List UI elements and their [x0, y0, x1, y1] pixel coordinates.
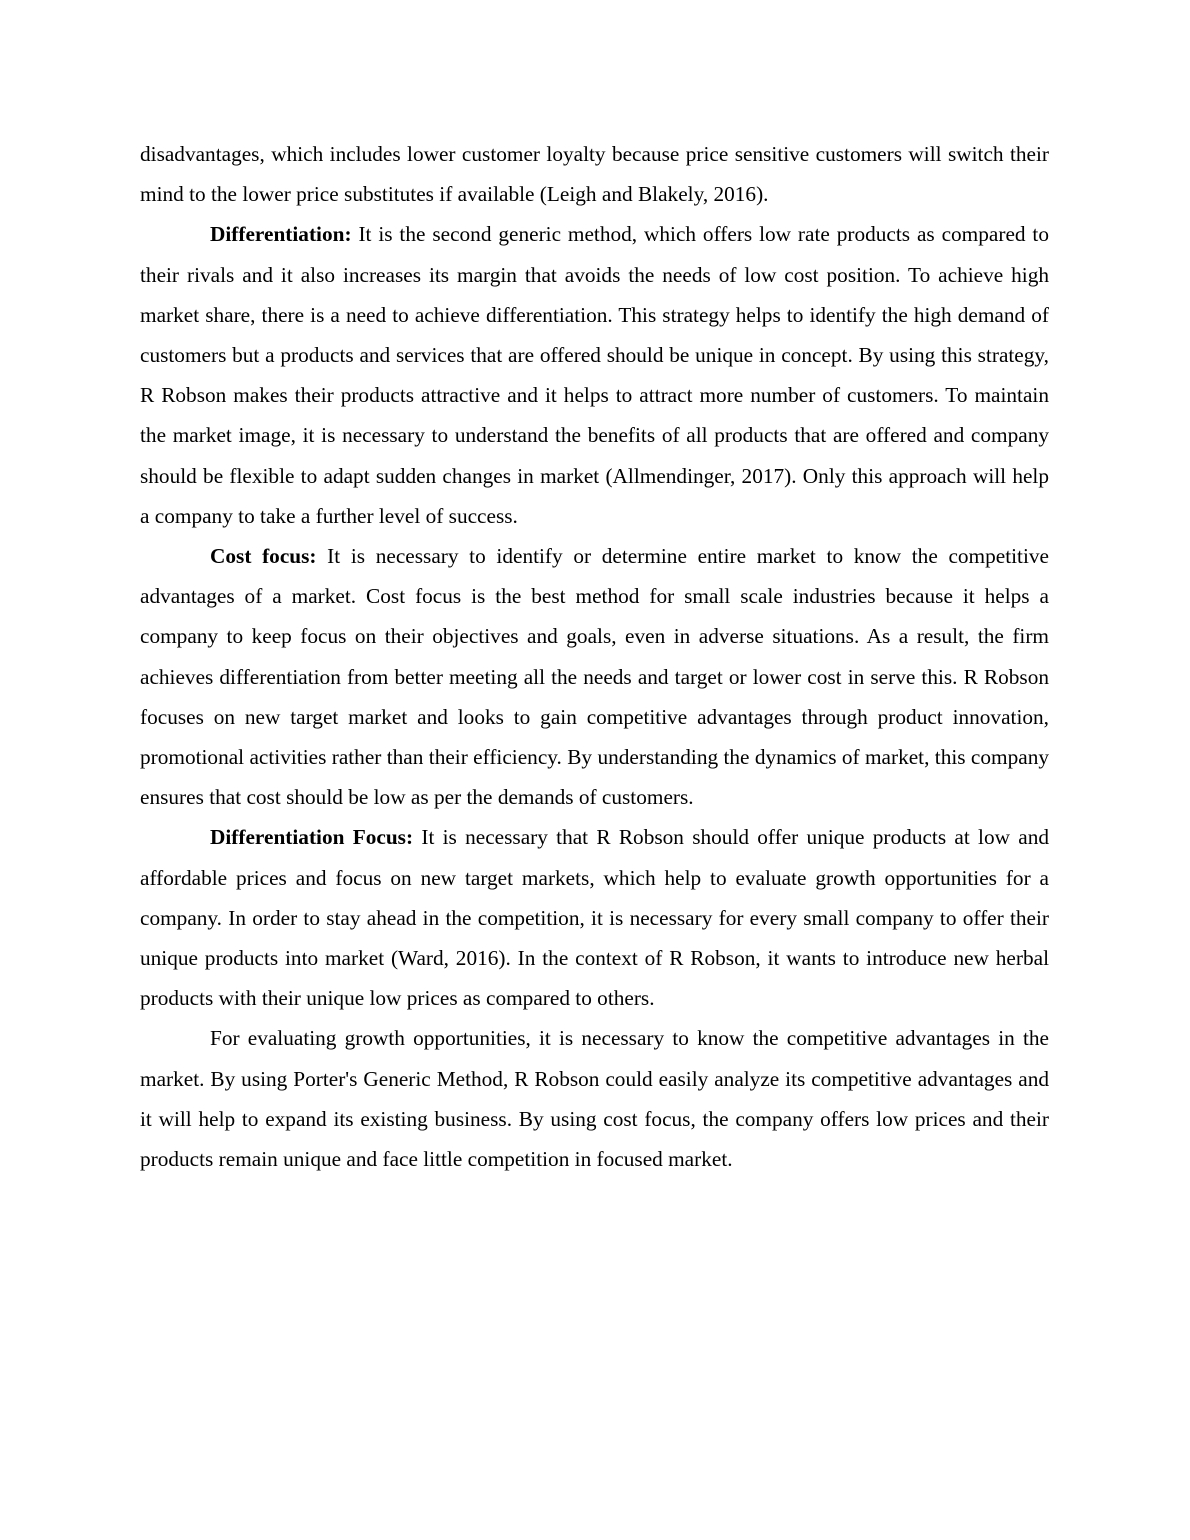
paragraph-text: disadvantages, which includes lower customer loyalty because price sensitive customers will switch their mind to the lower price substitutes if available (Leigh and Blakely, 2016). — [140, 142, 1049, 207]
paragraph-text: It is necessary that R Robson should offer unique products at low and affordable prices and focus on new target markets, which help to evaluate growth opportunities for a company. In order to stay ahead in the competition, it is necessary for every small company to offer their unique products into market (Ward, 2016). In the context of R Robson, it wants to introduce new herbal products with their unique low prices as compared to others. — [140, 825, 1050, 1011]
paragraph-heading: Cost focus: — [210, 544, 317, 569]
paragraph-differentiation-focus — [140, 817, 1049, 1018]
paragraph-heading: Differentiation: — [210, 222, 352, 247]
paragraph-cost-leadership-continuation — [140, 134, 1049, 214]
paragraph-text: It is the second generic method, which offers low rate products as compared to their rivals and it also increases its margin that avoids the needs of low cost position. To achieve high market share, there is a need to achieve differentiation. This strategy helps to identify the high demand of customers but a products and services that are offered should be unique in concept. By using this strategy, R Robson makes their products attractive and it helps to attract more number of customers. To maintain the market image, it is necessary to understand the benefits of all products that are offered and company should be flexible to adapt sudden changes in market (Allmendinger, 2017). Only this approach will help a company to take a further level of success. — [140, 222, 1049, 528]
paragraph-differentiation — [140, 214, 1049, 536]
document-page — [140, 134, 1049, 1179]
paragraph-text: For evaluating growth opportunities, it is necessary to know the competitive advantages in the market. By using Porter's Generic Method, R Robson could easily analyze its competitive advantages and it will help to expand its existing business. By using cost focus, the company offers low prices and their products remain unique and face little competition in focused market. — [140, 1026, 1049, 1172]
paragraph-cost-focus — [140, 536, 1049, 817]
paragraph-heading: Differentiation Focus: — [210, 825, 414, 850]
paragraph-growth-opportunities — [140, 1018, 1049, 1179]
paragraph-text: It is necessary to identify or determine entire market to know the competitive advantages of a market. Cost focus is the best method for small scale industries because it helps a company to keep focus on their objectives and goals, even in adverse situations. As a result, the firm achieves differentiation from better meeting all the needs and target or lower cost in serve this. R Robson focuses on new target market and looks to gain competitive advantages through product innovation, promotional activities rather than their efficiency. By understanding the dynamics of market, this company ensures that cost should be low as per the demands of customers. — [140, 544, 1049, 810]
